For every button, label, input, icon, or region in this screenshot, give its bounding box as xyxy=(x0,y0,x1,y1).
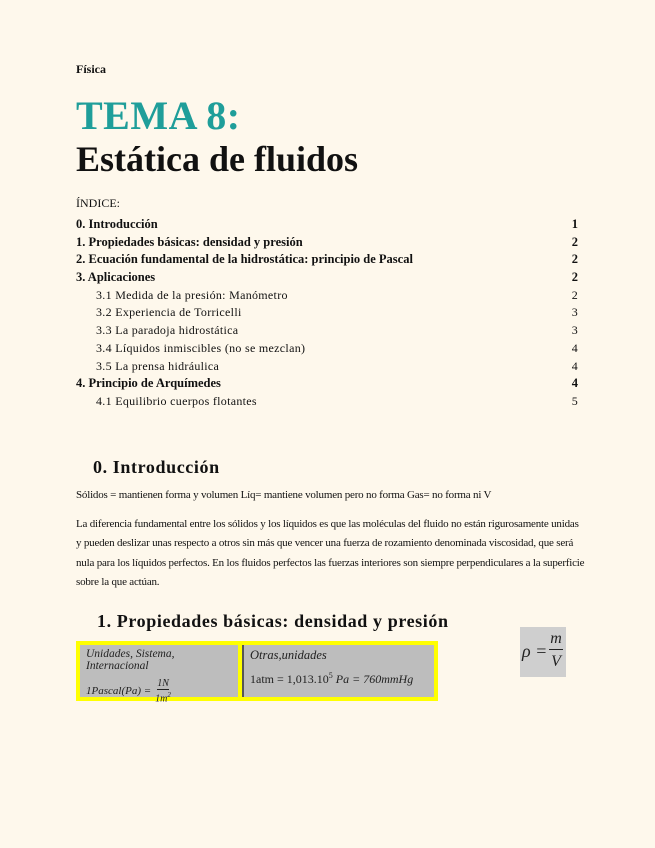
toc-entry-label: 0. Introducción xyxy=(76,217,158,231)
toc-entry-page: 2 xyxy=(571,252,578,267)
toc-entry[interactable] xyxy=(76,287,578,305)
toc-entry-label: 3.1 Medida de la presión: Manómetro xyxy=(96,287,288,302)
toc-entry-label: 3.2 Experiencia de Torricelli xyxy=(96,305,242,320)
density-denominator: V xyxy=(551,653,561,670)
toc-entry-label: 1. Propiedades básicas: densidad y presión xyxy=(76,234,303,249)
toc-entry-page: 4 xyxy=(571,340,578,355)
toc-entry-label: 4.1 Equilibrio cuerpos flotantes xyxy=(96,393,257,408)
si-units-panel xyxy=(80,645,238,705)
document-header-subject: Física xyxy=(76,62,106,76)
density-formula-image xyxy=(520,627,566,677)
toc-entry-page: 3 xyxy=(571,323,578,338)
toc-entry-label: 3.4 Líquidos inmiscibles (no se mezclan) xyxy=(96,340,306,355)
toc-entry-label: 3.5 La prensa hidráulica xyxy=(96,358,220,373)
topic-subtitle: Estática de fluidos xyxy=(76,139,359,179)
si-units-title: Unidades, Sistema, Internacional xyxy=(86,648,175,672)
toc-entry-page: 2 xyxy=(571,287,578,302)
pascal-exponent: 2 xyxy=(167,691,171,699)
toc-entry-page: 3 xyxy=(571,305,578,320)
table-of-contents xyxy=(76,216,578,411)
other-units-panel xyxy=(242,645,434,697)
toc-entry[interactable] xyxy=(76,216,578,234)
section-heading-properties: 1. Propiedades básicas: densidad y presión xyxy=(97,611,449,631)
toc-entry[interactable] xyxy=(76,358,578,376)
intro-states-line: Sólidos = mantienen forma y volumen Líq= mantiene volumen pero no forma Gas= no forma ni V xyxy=(76,489,492,501)
toc-entry-page: 1 xyxy=(571,217,578,231)
pascal-denominator: 1m xyxy=(155,693,168,705)
pascal-definition-left: 1Pascal(Pa) = xyxy=(86,685,152,698)
atm-exponent: 5 xyxy=(328,671,333,680)
toc-entry-page: 4 xyxy=(571,358,578,373)
toc-entry-page: 4 xyxy=(571,376,578,391)
toc-entry-label: 4. Principio de Arquímedes xyxy=(76,376,221,391)
toc-entry-page: 5 xyxy=(571,393,578,408)
atm-definition-rest: Pa = 760mmHg xyxy=(332,672,414,686)
units-formula-image xyxy=(76,641,438,705)
intro-paragraph: La diferencia fundamental entre los sólidos y los líquidos es que las moléculas del fluido no están rigurosamente unidas y pueden deslizar unas respecto a otros sin más que vencer una fuerza de rozamiento denominada viscosidad, que será nula para los líquidos perfectos. En los fluidos perfectos las fuerzas interiores son siempre perpendiculares a la superficie sobre la que actúan. xyxy=(76,518,585,589)
section-heading-introduction: 0. Introducción xyxy=(93,457,220,477)
index-label: ÍNDICE: xyxy=(76,196,120,210)
toc-entry[interactable] xyxy=(76,251,578,269)
toc-entry-page: 2 xyxy=(571,270,578,285)
toc-entry-label: 3.3 La paradoja hidrostática xyxy=(96,323,239,338)
toc-entry[interactable] xyxy=(76,234,578,252)
density-lhs: ρ = xyxy=(522,641,548,661)
density-numerator: m xyxy=(549,629,563,650)
toc-entry[interactable] xyxy=(76,340,578,358)
pascal-numerator: 1N xyxy=(157,678,169,689)
other-units-title: Otras,unidades xyxy=(250,648,327,662)
atm-definition: 1atm = 1,013.10 xyxy=(250,672,329,686)
topic-number-title: TEMA 8: xyxy=(76,93,241,138)
toc-entry[interactable] xyxy=(76,375,578,393)
toc-entry[interactable] xyxy=(76,322,578,340)
toc-entry-label: 3. Aplicaciones xyxy=(76,270,156,285)
toc-entry[interactable] xyxy=(76,304,578,322)
toc-entry-page: 2 xyxy=(571,234,578,249)
toc-entry[interactable] xyxy=(76,269,578,287)
toc-entry[interactable] xyxy=(76,393,578,411)
toc-entry-label: 2. Ecuación fundamental de la hidrostática: principio de Pascal xyxy=(76,252,413,267)
